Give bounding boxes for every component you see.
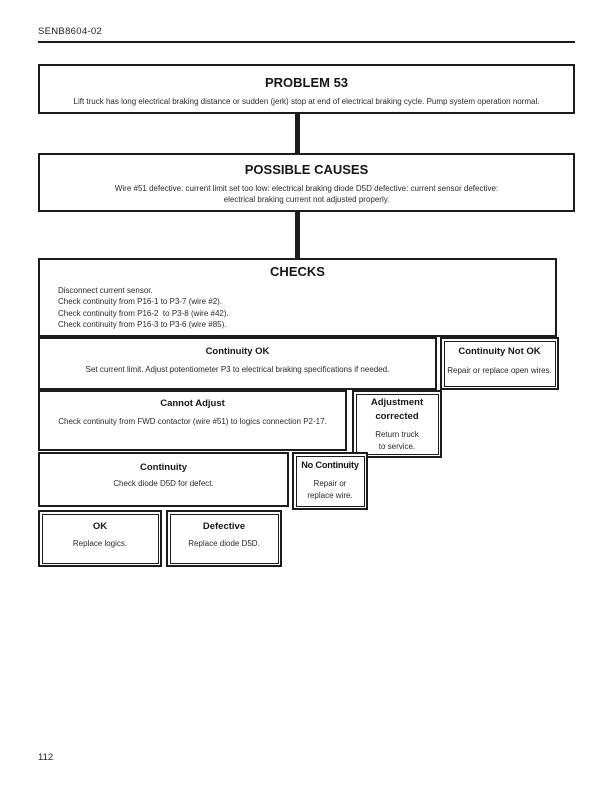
connector-line — [295, 212, 300, 258]
possible-causes-line2: electrical braking current not adjusted properly. — [223, 194, 390, 204]
adjustment-corrected-title-line2: corrected — [375, 410, 419, 422]
checks-title: CHECKS — [270, 264, 325, 279]
ok-box — [38, 510, 162, 567]
doc-code: SENB8604-02 — [38, 26, 103, 37]
cannot-adjust-box — [38, 390, 347, 451]
defective-title: Defective — [202, 521, 246, 532]
adjustment-corrected-body-line2: to service. — [378, 442, 416, 451]
continuity-ok-box — [38, 337, 437, 390]
continuity-not-ok-body: Repair or replace open wires. — [447, 366, 552, 375]
adjustment-corrected-body-line1: Return truck — [375, 430, 419, 439]
checks-line: Check continuity from P16-1 to P3-7 (wire #2). — [58, 297, 223, 307]
no-continuity-body-line1: Repair or — [313, 479, 347, 488]
continuity-body: Check diode D5D for defect. — [113, 479, 214, 488]
no-continuity-body-line2: replace wire. — [307, 490, 353, 500]
header-rule — [38, 41, 575, 43]
continuity-not-ok-title: Continuity Not OK — [458, 346, 541, 357]
adjustment-corrected-box — [352, 390, 442, 458]
ok-body: Replace logics. — [72, 539, 128, 548]
ok-title: OK — [92, 521, 108, 532]
continuity-title: Continuity — [140, 462, 187, 473]
problem-title: PROBLEM 53 — [264, 75, 349, 90]
problem-body: Lift truck has long electrical braking distance or sudden (jerk) stop at end of electrical braking cycle. Pump system operation normal. — [73, 97, 540, 106]
connector-line — [295, 114, 300, 153]
defective-body: Replace diode D5D. — [188, 539, 260, 548]
possible-causes-line1: Wire #51 defective: current limit set too low: electrical braking diode D5D defective: current sensor defective: — [114, 184, 499, 193]
page-number: 112 — [38, 752, 54, 763]
continuity-not-ok-box — [440, 337, 559, 390]
checks-line: Check continuity from P16-2 to P3-8 (wire #42). — [58, 308, 229, 318]
possible-causes-box — [38, 153, 575, 212]
no-continuity-box — [292, 452, 368, 510]
continuity-ok-title: Continuity OK — [205, 346, 270, 357]
adjustment-corrected-title-line1: Adjustment — [370, 397, 424, 408]
continuity-box — [38, 452, 289, 507]
cannot-adjust-body: Check continuity from FWD contactor (wire #51) to logics connection P2-17. — [58, 417, 327, 426]
checks-line: Disconnect current sensor. — [58, 286, 153, 295]
cannot-adjust-title: Cannot Adjust — [160, 398, 225, 409]
problem-box — [38, 64, 575, 114]
checks-box — [38, 258, 557, 337]
no-continuity-title: No Continuity — [301, 460, 359, 470]
defective-box — [166, 510, 282, 567]
continuity-ok-body: Set current limit. Adjust potentiometer P3 to electrical braking specifications if needed. — [85, 365, 390, 374]
checks-line: Check continuity from P16-3 to P3-6 (wire #85). — [58, 320, 227, 330]
possible-causes-title: POSSIBLE CAUSES — [244, 162, 369, 177]
